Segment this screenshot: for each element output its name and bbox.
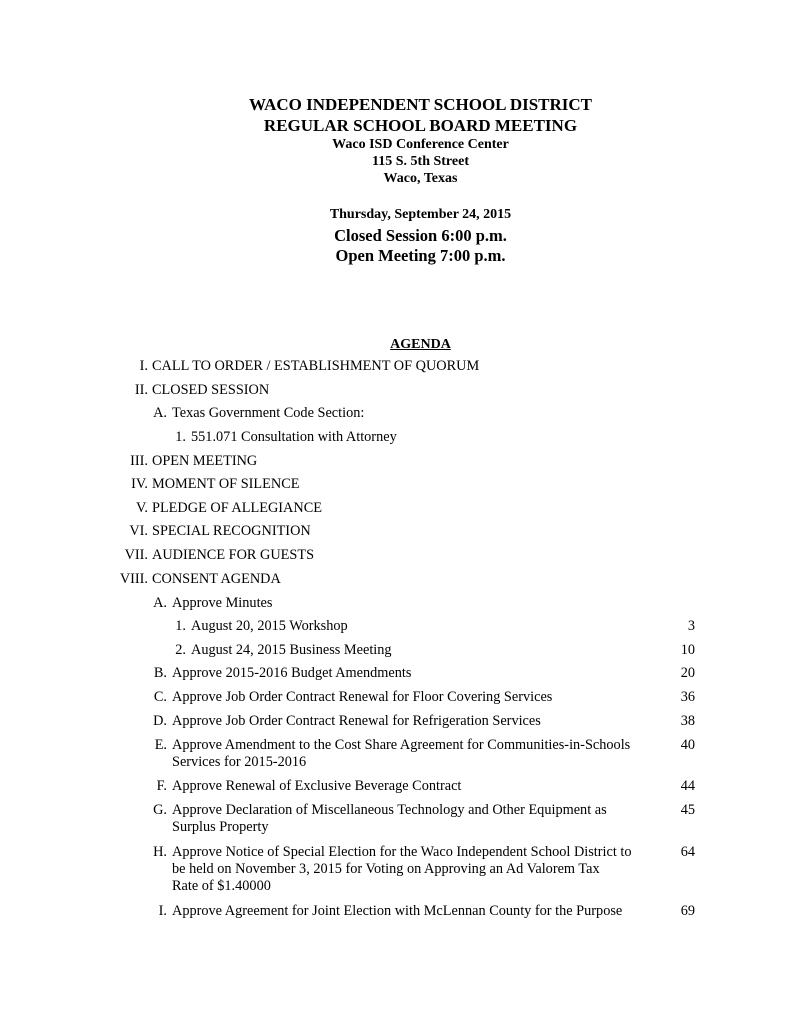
item-number: VI.	[129, 523, 148, 539]
agenda-item	[0, 382, 791, 402]
agenda-subitem	[0, 405, 791, 425]
item-number: G.	[153, 802, 167, 818]
item-number: 1.	[175, 618, 186, 634]
page-number: 20	[680, 665, 695, 681]
page-number: 44	[680, 778, 695, 794]
agenda-subitem	[0, 713, 791, 733]
item-number: F.	[156, 778, 167, 794]
item-text: Approve Minutes	[172, 595, 273, 611]
agenda-subsubitem	[0, 618, 791, 638]
item-text-continued: be held on November 3, 2015 for Voting on Approving an Ad Valorem Tax	[172, 861, 600, 877]
item-text: Approve Job Order Contract Renewal for Floor Covering Services	[172, 689, 553, 705]
item-number: VII.	[124, 547, 148, 563]
item-number: I.	[158, 903, 167, 919]
agenda-subitem	[0, 737, 791, 775]
closed-session-time: Closed Session 6:00 p.m.	[334, 226, 507, 245]
agenda-subitem	[0, 844, 791, 900]
item-text: MOMENT OF SILENCE	[152, 476, 300, 492]
agenda-subitem	[0, 903, 791, 923]
item-number: C.	[153, 689, 167, 705]
item-text: 551.071 Consultation with Attorney	[191, 429, 397, 445]
agenda-item	[0, 476, 791, 496]
page-number: 40	[680, 737, 695, 753]
item-text-continued: Services for 2015-2016	[172, 754, 307, 770]
item-number: E.	[154, 737, 167, 753]
venue-city: Waco, Texas	[383, 171, 458, 186]
agenda-subitem	[0, 595, 791, 615]
agenda-item	[0, 453, 791, 473]
item-text: SPECIAL RECOGNITION	[152, 523, 311, 539]
item-number: H.	[153, 844, 167, 860]
agenda-subsubitem	[0, 642, 791, 662]
page-number: 45	[680, 802, 695, 818]
page-number: 3	[687, 618, 695, 634]
venue-name: Waco ISD Conference Center	[332, 137, 509, 152]
item-text: Approve Job Order Contract Renewal for Refrigeration Services	[172, 713, 541, 729]
item-text: August 20, 2015 Workshop	[191, 618, 348, 634]
item-number: VIII.	[119, 571, 148, 587]
item-text: August 24, 2015 Business Meeting	[191, 642, 392, 658]
item-text: OPEN MEETING	[152, 453, 258, 469]
item-text: Approve Renewal of Exclusive Beverage Contract	[172, 778, 462, 794]
agenda-item	[0, 358, 791, 378]
agenda-subitem	[0, 665, 791, 685]
item-text: CONSENT AGENDA	[152, 571, 281, 587]
item-number: IV.	[131, 476, 148, 492]
item-text-continued: Rate of $1.40000	[172, 878, 271, 894]
page-number: 10	[680, 642, 695, 658]
item-text: Approve Agreement for Joint Election with McLennan County for the Purpose	[172, 903, 623, 919]
item-number: B.	[153, 665, 167, 681]
item-number: V.	[135, 500, 148, 516]
agenda-subitem	[0, 802, 791, 840]
agenda-item	[0, 571, 791, 591]
item-text: Texas Government Code Section:	[172, 405, 365, 421]
item-text: PLEDGE OF ALLEGIANCE	[152, 500, 322, 516]
meeting-date: Thursday, September 24, 2015	[329, 207, 512, 222]
venue-street: 115 S. 5th Street	[372, 154, 469, 169]
agenda-subitem	[0, 778, 791, 798]
page-number: 38	[680, 713, 695, 729]
item-number: 2.	[175, 642, 186, 658]
item-text: AUDIENCE FOR GUESTS	[152, 547, 315, 563]
item-number: D.	[153, 713, 167, 729]
district-title: WACO INDEPENDENT SCHOOL DISTRICT	[248, 95, 593, 114]
item-text: Approve Notice of Special Election for the Waco Independent School District to	[172, 844, 632, 860]
item-number: III.	[130, 453, 148, 469]
page-number: 36	[680, 689, 695, 705]
item-text: Approve 2015-2016 Budget Amendments	[172, 665, 412, 681]
page-number: 64	[680, 844, 695, 860]
item-number: 1.	[175, 429, 186, 445]
item-text: CALL TO ORDER / ESTABLISHMENT OF QUORUM	[152, 358, 480, 374]
agenda-item	[0, 547, 791, 567]
item-text: CLOSED SESSION	[152, 382, 270, 398]
item-text: Approve Amendment to the Cost Share Agreement for Communities-in-Schools	[172, 737, 631, 753]
item-number: I.	[139, 358, 148, 374]
meeting-title: REGULAR SCHOOL BOARD MEETING	[263, 116, 578, 135]
agenda-subsubitem	[0, 429, 791, 449]
item-number: A.	[153, 595, 167, 611]
agenda-subitem	[0, 689, 791, 709]
page-number: 69	[680, 903, 695, 919]
open-meeting-time: Open Meeting 7:00 p.m.	[335, 246, 506, 265]
item-text: Approve Declaration of Miscellaneous Technology and Other Equipment as	[172, 802, 607, 818]
item-text-continued: Surplus Property	[172, 819, 269, 835]
agenda-item	[0, 500, 791, 520]
agenda-title: AGENDA	[390, 337, 451, 352]
item-number: II.	[134, 382, 148, 398]
agenda-item	[0, 523, 791, 543]
item-number: A.	[153, 405, 167, 421]
